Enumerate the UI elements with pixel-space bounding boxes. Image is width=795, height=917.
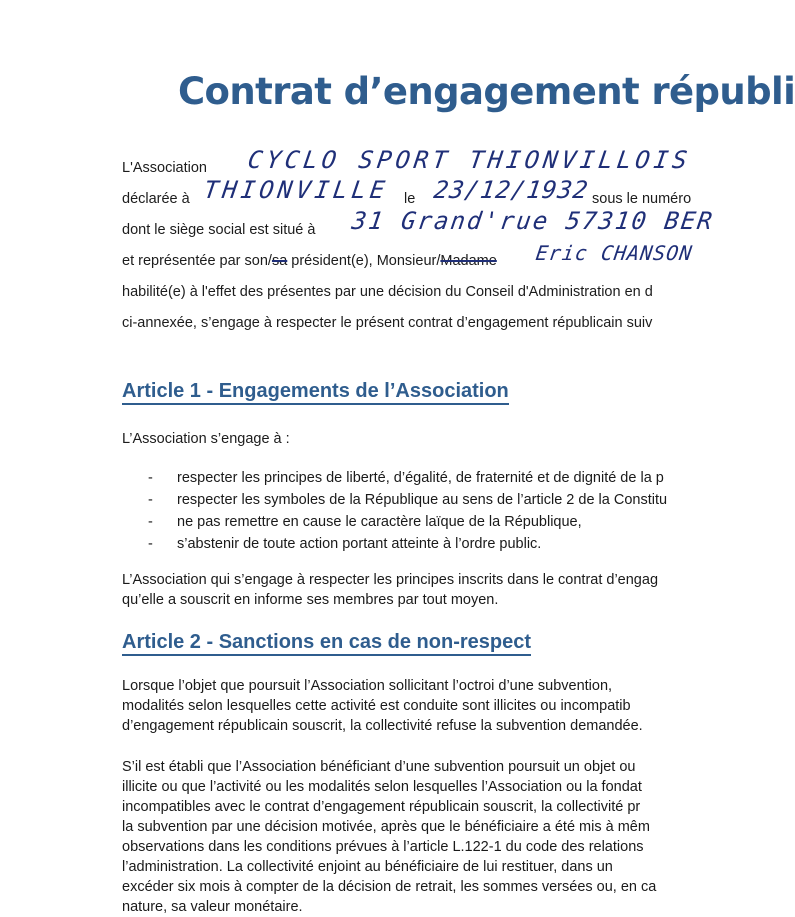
article-1-paragraph xyxy=(122,570,658,610)
list-item: - s’abstenir de toute action portant atteinte à l’ordre public. xyxy=(148,534,667,556)
paragraph-line: incompatibles avec le contrat d’engagement républicain souscrit, la collectivité pr xyxy=(122,799,641,815)
annex-line: ci-annexée, s’engage à respecter le présent contrat d’engagement républicain suiv xyxy=(122,315,653,331)
article-2-heading: Article 2 - Sanctions en cas de non-respect xyxy=(122,630,531,656)
list-item: - respecter les principes de liberté, d’égalité, de fraternité et de dignité de la p xyxy=(148,468,667,490)
rep-struck-madame: Madame xyxy=(440,253,497,269)
article-1-intro: L’Association s’engage à : xyxy=(122,431,290,447)
paragraph-line: d’engagement républicain souscrit, la collectivité refuse la subvention demandée. xyxy=(122,718,643,734)
paragraph-line: Lorsque l’objet que poursuit l’Association sollicitant l’octroi d’une subvention, xyxy=(122,678,613,694)
article-1-bullet-list xyxy=(148,468,667,556)
list-item: - ne pas remettre en cause le caractère laïque de la République, xyxy=(148,512,667,534)
list-item: - respecter les symboles de la République au sens de l’article 2 de la Constitu xyxy=(148,490,667,512)
declared-date-handwritten: 23/12/1932 xyxy=(432,176,591,204)
representative-line xyxy=(122,251,497,271)
article-2-paragraph-1 xyxy=(122,676,643,736)
paragraph-line: nature, sa valeur monétaire. xyxy=(122,899,303,915)
rep-struck-sa: sa xyxy=(271,253,288,269)
paragraph-line: L’Association qui s’engage à respecter les principes inscrits dans le contrat d’engag xyxy=(122,572,659,588)
declared-city-handwritten: THIONVILLE xyxy=(202,176,391,204)
page-title: Contrat d’engagement républi xyxy=(178,70,795,113)
article-2-paragraph-2 xyxy=(122,757,656,917)
association-label: L'Association xyxy=(122,160,207,176)
date-label: le xyxy=(404,191,416,207)
paragraph-line: modalités selon lesquelles cette activité est conduite sont illicites ou incompatib xyxy=(122,698,631,714)
paragraph-line: S’il est établi que l’Association bénéficiant d’une subvention poursuit un objet ou xyxy=(122,759,636,775)
paragraph-line: illicite ou que l’activité ou les modalités selon lesquelles l’Association ou la fondat xyxy=(122,779,642,795)
association-name-handwritten: CYCLO SPORT THIONVILLOIS xyxy=(246,146,693,174)
seat-label: dont le siège social est situé à xyxy=(122,222,316,238)
representative-name-handwritten: Eric CHANSON xyxy=(534,241,695,265)
rep-prefix: et représentée par son/ xyxy=(122,253,272,269)
article-1-heading: Article 1 - Engagements de l’Association xyxy=(122,379,509,405)
paragraph-line: la subvention par une décision motivée, après que le bénéficiaire a été mis à mêm xyxy=(122,819,650,835)
authorization-line: habilité(e) à l'effet des présentes par une décision du Conseil d'Administration en d xyxy=(122,284,653,300)
declared-label: déclarée à xyxy=(122,191,190,207)
paragraph-line: l’administration. La collectivité enjoint au bénéficiaire de lui restituer, dans un xyxy=(122,859,613,875)
paragraph-line: qu’elle a souscrit en informe ses membres par tout moyen. xyxy=(122,592,499,608)
seat-address-handwritten: 31 Grand'rue 57310 BER xyxy=(350,207,716,235)
paragraph-line: excéder six mois à compter de la décision de retrait, les sommes versées ou, en ca xyxy=(122,879,657,895)
rep-middle: président(e), Monsieur/ xyxy=(287,253,441,269)
number-label: sous le numéro xyxy=(592,191,692,207)
paragraph-line: observations dans les conditions prévues à l’article L.122-1 du code des relations xyxy=(122,839,644,855)
